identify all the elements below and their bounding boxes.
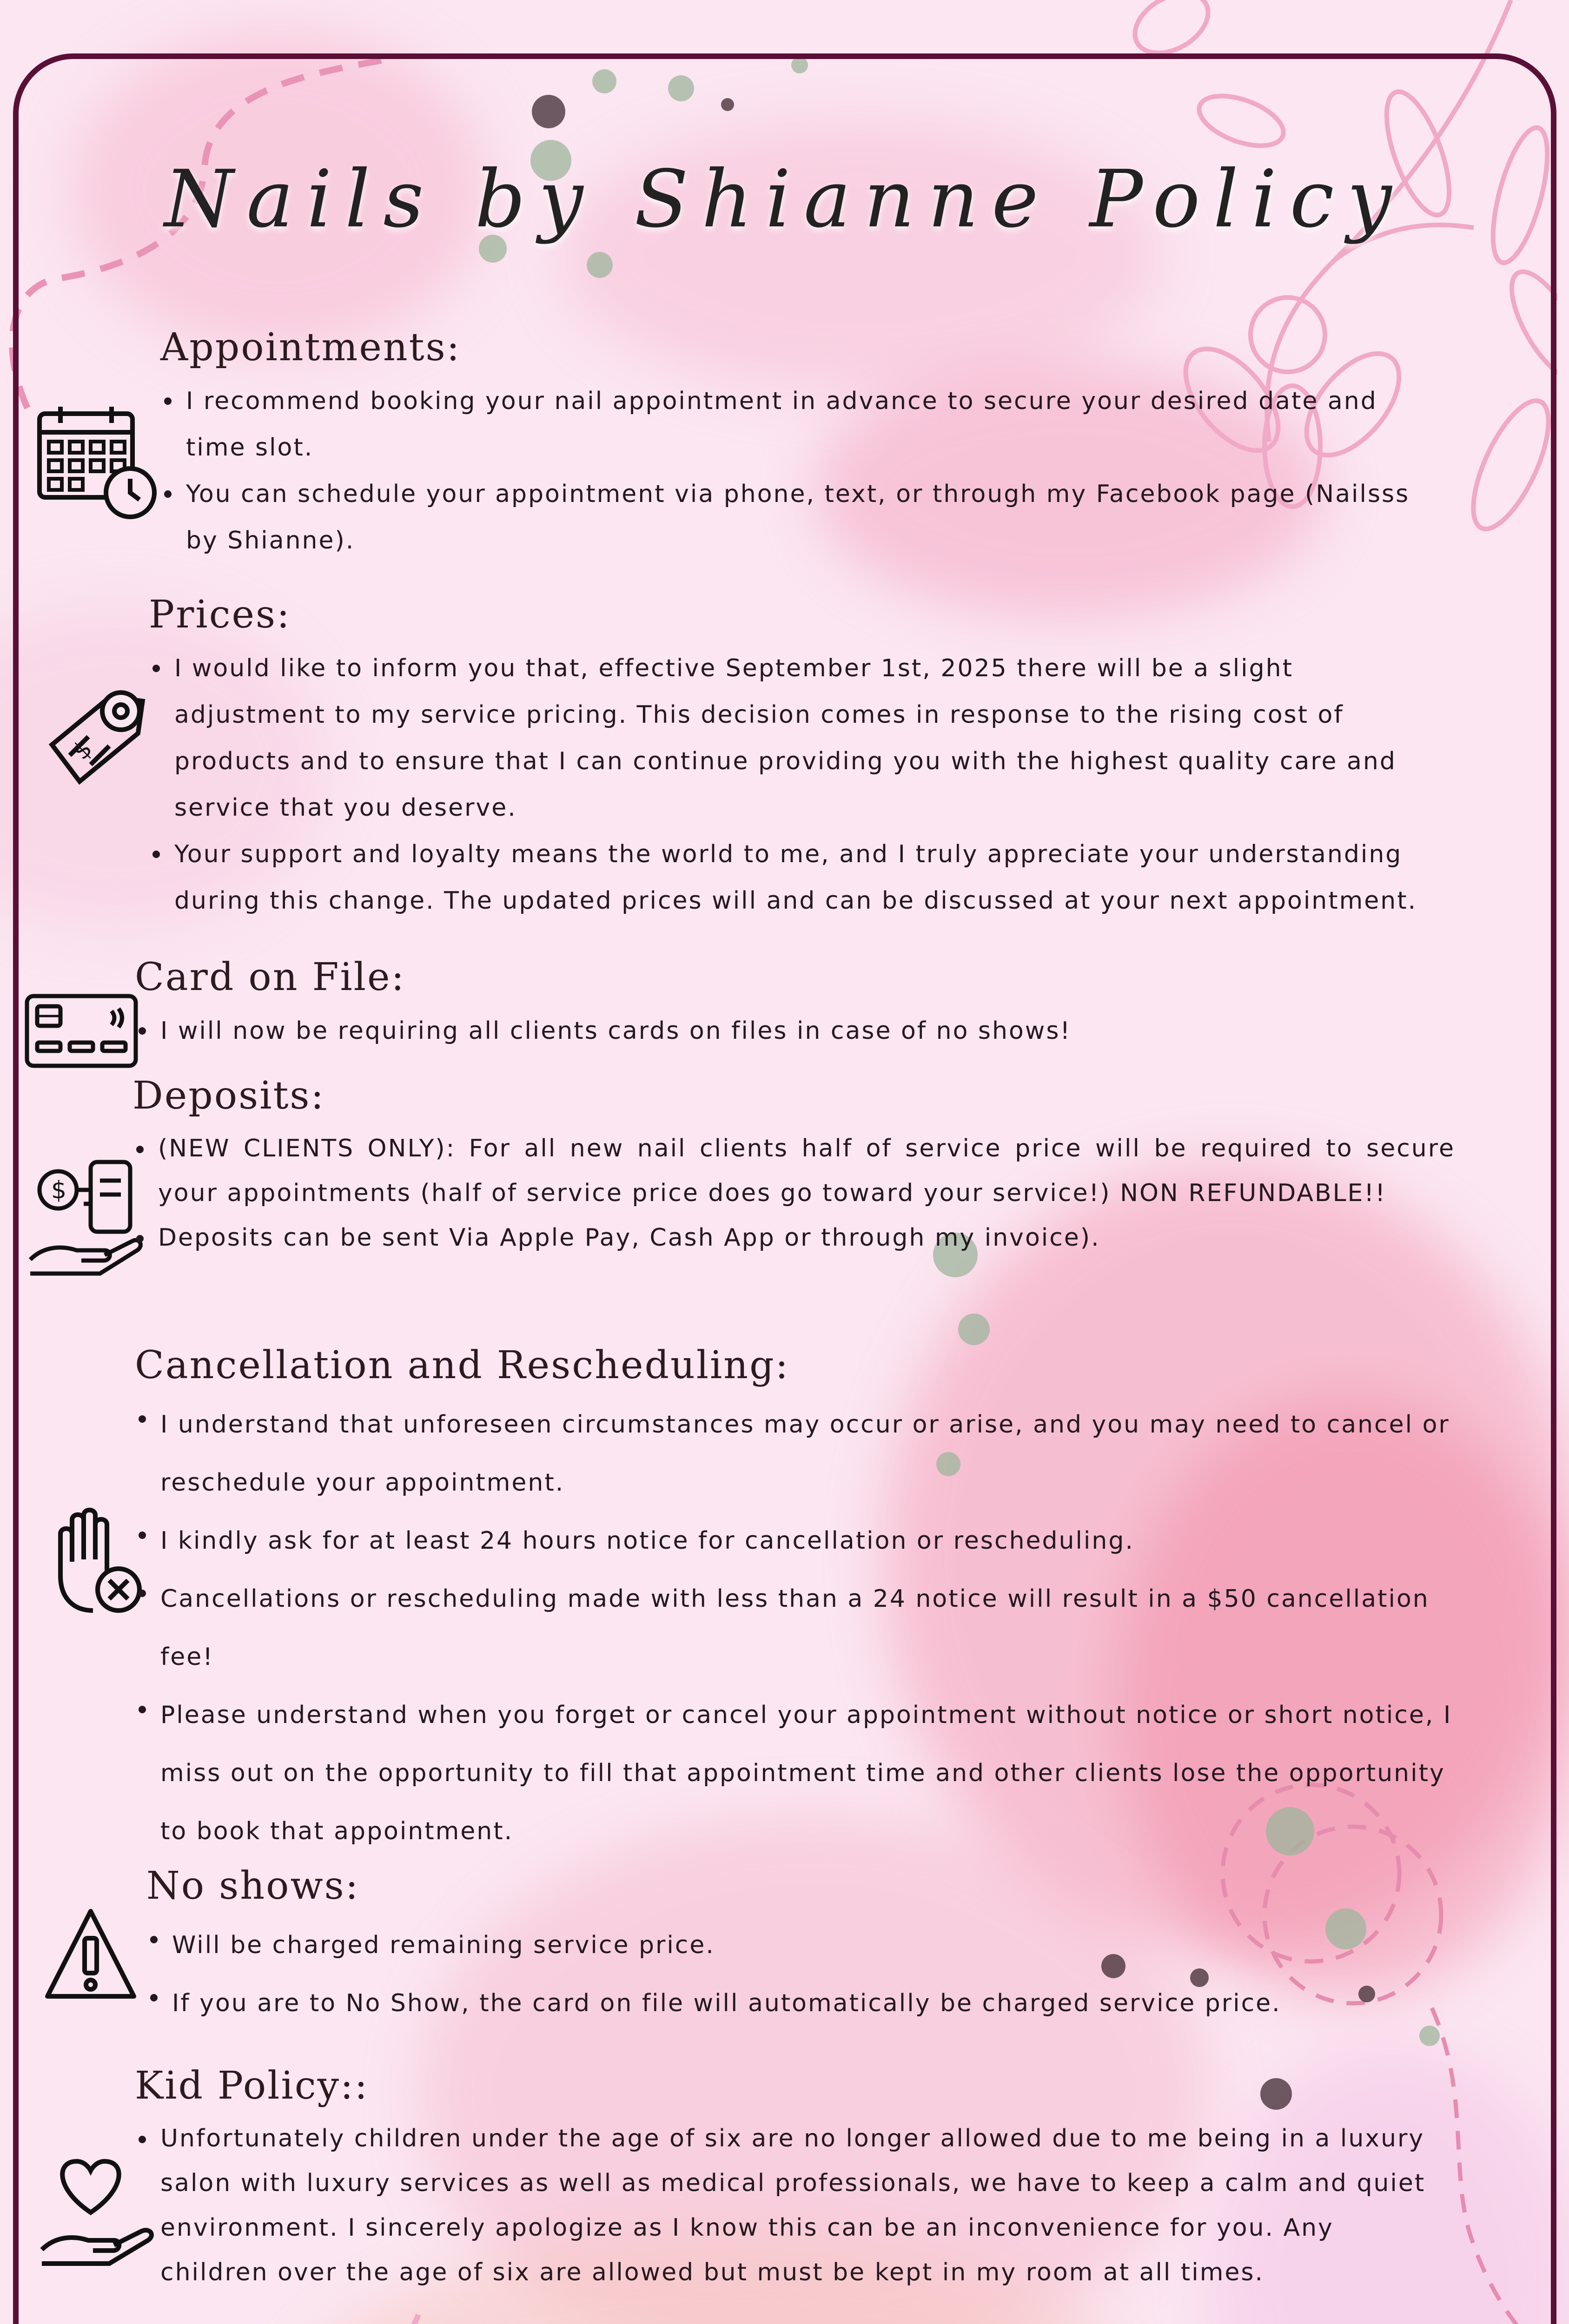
no-shows-section: [146, 1864, 1448, 2033]
cancellation-heading: Cancellation and Rescheduling:: [135, 1343, 790, 1387]
deposits-heading: Deposits:: [132, 1074, 325, 1118]
kid-policy-heading: Kid Policy::: [135, 2064, 369, 2108]
cancellation-section: [135, 1343, 1460, 1861]
list-item: You can schedule your appointment via phone, text, or through my Facebook page (Nailsss by Shianne).: [160, 471, 1416, 564]
svg-text:$: $: [67, 734, 98, 766]
prices-section: [149, 593, 1432, 924]
prices-list: [149, 645, 1432, 924]
mobile-payment-icon: [26, 1157, 146, 1283]
list-item: Your support and loyalty means the world to me, and I truly appreciate your understanding during this change. The updated prices will and can be discussed at your next appointment.: [149, 831, 1432, 924]
appointments-list: [160, 378, 1416, 564]
no-shows-list: [146, 1916, 1448, 2033]
credit-card-icon: [23, 992, 139, 1071]
list-item: I will now be requiring all clients cards on files in case of no shows!: [135, 1008, 1437, 1054]
appointments-heading: Appointments:: [160, 325, 461, 370]
list-item: Unfortunately children under the age of six are no longer allowed due to me being in a luxury salon with luxury services as well as medical professionals, we have to keep a calm and quiet environment. I sincerely apologize as I know this can be an inconvenience for you. Any children over the age of six are allowed but must be kept in my room at all times.: [135, 2116, 1450, 2295]
kid-policy-list: [135, 2116, 1450, 2295]
list-item: Cancellations or rescheduling made with less than a 24 notice will result in a $50 cancellation fee!: [135, 1570, 1460, 1686]
list-item: Will be charged remaining service price.: [146, 1916, 1448, 1974]
card-on-file-section: [135, 955, 1437, 1054]
no-shows-heading: No shows:: [146, 1864, 360, 1908]
list-item: I understand that unforeseen circumstances may occur or arise, and you may need to cancel or reschedule your appointment.: [135, 1396, 1460, 1512]
list-item: I recommend booking your nail appointment in advance to secure your desired date and time slot.: [160, 378, 1416, 471]
list-item: If you are to No Show, the card on file will automatically be charged service price.: [146, 1974, 1448, 2033]
list-item: I would like to inform you that, effective September 1st, 2025 there will be a slight adjustment to my service pricing. This decision comes in response to the rising cost of products and to ensure that I can continue providing you with the highest quality care and service that you deserve.: [149, 645, 1432, 831]
cancellation-list: [135, 1396, 1460, 1861]
appointments-section: [160, 325, 1416, 564]
list-item: (NEW CLIENTS ONLY): For all new nail clients half of service price will be required to secure your appointments (half of service price does go toward your service!) NON REFUNDABLE!!: [132, 1126, 1455, 1215]
svg-text:$: $: [51, 1176, 67, 1204]
list-item: Please understand when you forget or cancel your appointment without notice or short notice, I miss out on the opportunity to fill that appointment time and other clients lose the opportunity to book that appointment.: [135, 1686, 1460, 1861]
deposits-section: [132, 1074, 1455, 1260]
page-title: Nails by Shianne Policy: [164, 153, 1405, 245]
card-on-file-heading: Card on File:: [135, 955, 406, 999]
price-tag-icon: [44, 686, 151, 797]
hand-cancel-icon: [37, 1506, 149, 1618]
list-item: I kindly ask for at least 24 hours notice for cancellation or rescheduling.: [135, 1512, 1460, 1570]
calendar-clock-icon: [35, 404, 160, 525]
card-on-file-list: [135, 1008, 1437, 1054]
warning-icon: [42, 1906, 139, 2003]
prices-heading: Prices:: [149, 593, 291, 637]
deposits-list: [132, 1126, 1455, 1260]
kid-policy-section: [135, 2064, 1450, 2295]
list-item: Deposits can be sent Via Apple Pay, Cash App or through my invoice).: [132, 1215, 1455, 1260]
